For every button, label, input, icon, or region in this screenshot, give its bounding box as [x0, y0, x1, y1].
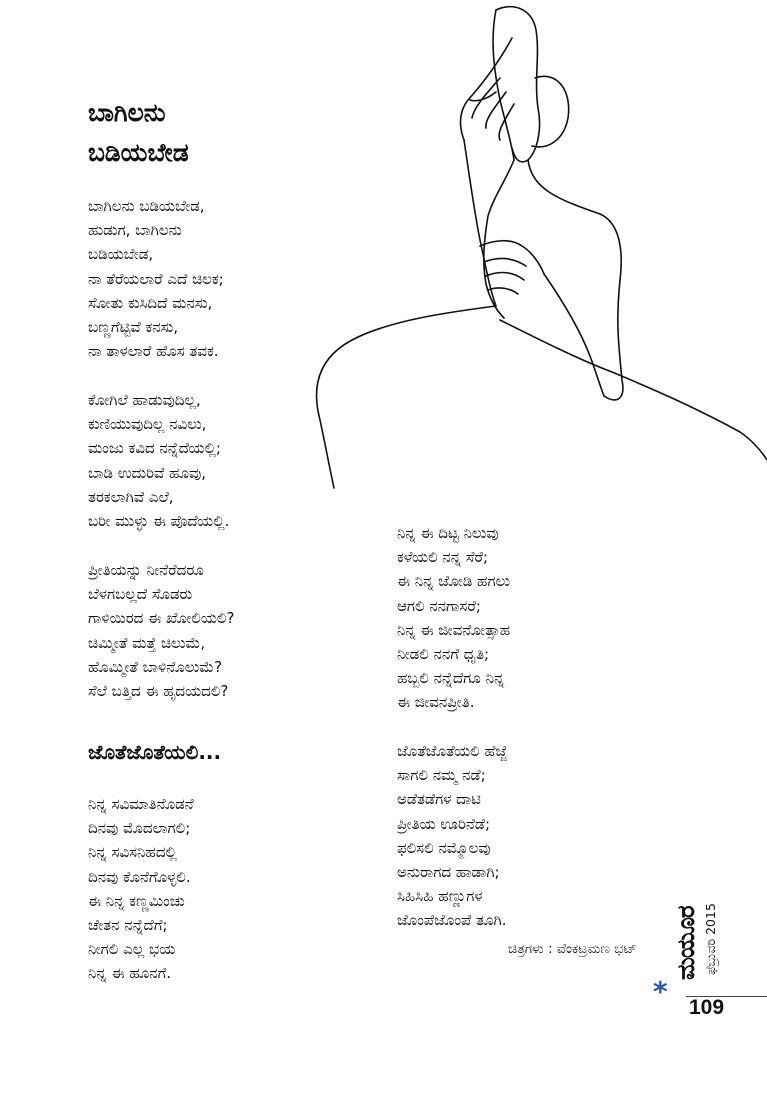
- verse-line: ಜೊತೆಜೊತೆಯಲಿ ಹೆಜ್ಜೆ: [397, 742, 508, 760]
- raised-arm: [464, 140, 496, 306]
- poem1-stanza-1: [88, 194, 224, 363]
- verse-line: ಸಿಹಿಸಿಹಿ ಹಣ್ಣುಗಳ: [397, 887, 483, 906]
- verse-line: ಪ್ರೀತಿಯ ಊರಿನೆಡೆ;: [397, 814, 491, 833]
- verse-line: ಜೊಂಪೆಜೊಂಪೆ ತೂಗಿ.: [397, 911, 507, 930]
- head-outline: [496, 7, 540, 162]
- verse-line: ಗಾಳಿಯಿರದ ಈ ಖೋಲಿಯಲಿ?: [88, 609, 235, 628]
- verse-line: ಬಣ್ಣಗೆಟ್ಟಿವೆ ಕನಸು,: [88, 318, 179, 337]
- verse-line: ಚೇತನ ನನ್ನೆದೆಗೆ;: [88, 916, 168, 935]
- verse-line: ನಿನ್ನ ಈ ದಿಟ್ಟ ನಿಲುವು: [397, 524, 499, 542]
- verse-line: ಕಳೆಯಲಿ ನನ್ನ ಸೆರೆ;: [397, 548, 489, 567]
- verse-line: ಸಾಗಲಿ ನಮ್ಮ ನಡೆ;: [397, 766, 486, 785]
- verse-line: ನಾ ತಾಳಲಾರೆ ಹೊಸ ತವಕ.: [88, 342, 219, 361]
- verse-line: ನಿನ್ನ ಸವಿಮಾತಿನೊಡನೆ: [88, 795, 194, 813]
- poem-title: [88, 93, 189, 173]
- magazine-footer: [672, 795, 736, 980]
- verse-line: ಈ ನಿನ್ನ ಜೋಡಿ ಹಗಲು: [397, 572, 511, 591]
- verse-line: ದಿನವು ಕೊನೆಗೊಳ್ಳಲಿ.: [88, 867, 191, 886]
- neck-shoulder: [528, 160, 623, 400]
- verse-line: ಪ್ರೀತಿಯನ್ನು ನೀನೆರೆದರೂ: [88, 561, 204, 579]
- verse-line: ಸೆಲೆ ಬತ್ತಿದ ಈ ಹೃದಯದಲಿ?: [88, 682, 229, 701]
- verse-line: ಮಂಜು ಕವಿದ ನನ್ನೆದೆಯಲ್ಲಿ;: [88, 439, 221, 458]
- page-number: 109: [689, 996, 725, 1019]
- verse-line: ಅಡೆತಡೆಗಳ ದಾಟಿ: [397, 790, 481, 809]
- poem2-title: ಜೊತೆಜೊತೆಯಲಿ...: [88, 740, 222, 764]
- poem2-stanza-2: [397, 521, 510, 715]
- verse-line: ಹುಡುಗ, ಬಾಗಿಲನು: [88, 221, 182, 240]
- lower-arm: [544, 274, 604, 396]
- verse-line: ಸೋತು ಕುಸಿದಿದೆ ಮನಸು,: [88, 293, 213, 312]
- verse-line: ನಾ ತೆರೆಯಲಾರೆ ಎದೆ ಚಿಲಕ;: [88, 269, 224, 288]
- lap-top: [500, 320, 767, 460]
- lap-curve: [317, 306, 496, 488]
- issue-date: ಫೆಬ್ರುವರಿ 2015: [703, 903, 718, 975]
- verse-line: ಚಿಮ್ಮೀತೆ ಮತ್ತೆ ಚಿಲುಮೆ,: [88, 633, 206, 652]
- verse-line: ಹೊಮ್ಮೀತೆ ಬಾಳಿನೊಲುಮೆ?: [88, 657, 223, 676]
- verse-line: ಅನುರಾಗದ ಹಾಡಾಗಿ;: [397, 863, 500, 882]
- verse-line: ಕುಣಿಯುವುದಿಲ್ಲ ನವಿಲು,: [88, 415, 207, 434]
- torso: [484, 160, 514, 318]
- verse-line: ಫಲಿಸಲಿ ನಮ್ಮೊಲವು: [397, 838, 491, 857]
- poem1-stanza-3: [88, 558, 234, 703]
- verse-line: ನೀಗಲಿ ಎಲ್ಲ ಭಯ: [88, 940, 176, 959]
- verse-line: ಬರೀ ಮುಳ್ಳು ಈ ಪೊದೆಯಲ್ಲಿ.: [88, 512, 230, 531]
- woman-line-illustration: [300, 0, 767, 490]
- magazine-name: ಮಯೂರ: [672, 906, 700, 980]
- poem1-stanza-2: [88, 388, 229, 533]
- hair-bun: [532, 76, 569, 147]
- verse-line: ಬಾಡಿ ಉದುರಿವೆ ಹೂವು,: [88, 463, 206, 482]
- verse-line: ಕೋಗಿಲೆ ಹಾಡುವುದಿಲ್ಲ,: [88, 391, 201, 409]
- illustration-credit: ಚಿತ್ರಗಳು : ವೆಂಕಟ್ರಮಣ ಭಟ್: [508, 941, 637, 957]
- poem-title-line: ಬಾಗಿಲನು: [88, 98, 166, 127]
- verse-line: ಹಬ್ಬಲಿ ನನ್ನೆದೆಗೂ ನಿನ್ನ: [397, 669, 505, 688]
- verse-line: ದಿನವು ಮೊದಲಾಗಲಿ;: [88, 819, 191, 838]
- poem2-stanza-3: [397, 739, 507, 933]
- verse-line: ಬೆಳಗಬಲ್ಲದೆ ಸೊಡರು: [88, 585, 193, 604]
- poem2-stanza-1: [88, 792, 194, 986]
- verse-line: ತರಕಲಾಗಿವೆ ಎಲೆ,: [88, 487, 174, 506]
- poem-title-line: ಬಡಿಯಬೇಡ: [88, 138, 189, 167]
- verse-line: ನೀಡಲಿ ನನಗೆ ಧೃತಿ;: [397, 645, 490, 664]
- verse-line: ಬಾಗಿಲನು ಬಡಿಯಬೇಡ,: [88, 197, 205, 215]
- verse-line: ನಿನ್ನ ಸವಿಸನಿಹದಲ್ಲಿ: [88, 843, 177, 862]
- verse-line: ಆಗಲಿ ನನಗಾಸರೆ;: [397, 596, 481, 615]
- verse-line: ನಿನ್ನ ಈ ಹೂನಗೆ.: [88, 964, 172, 983]
- asterisk-icon: *: [653, 975, 668, 1008]
- verse-line: ಈ ನಿನ್ನ ಕಣ್ಣಮಿಂಚು: [88, 891, 185, 910]
- verse-line: ಬಡಿಯಬೇಡ,: [88, 245, 154, 264]
- face-outline: [493, 10, 514, 160]
- verse-line: ಈ ಜೀವನಪ್ರೀತಿ.: [397, 693, 475, 712]
- verse-line: ನಿನ್ನ ಈ ಜೀವನೋತ್ಸಾಹ: [397, 620, 511, 639]
